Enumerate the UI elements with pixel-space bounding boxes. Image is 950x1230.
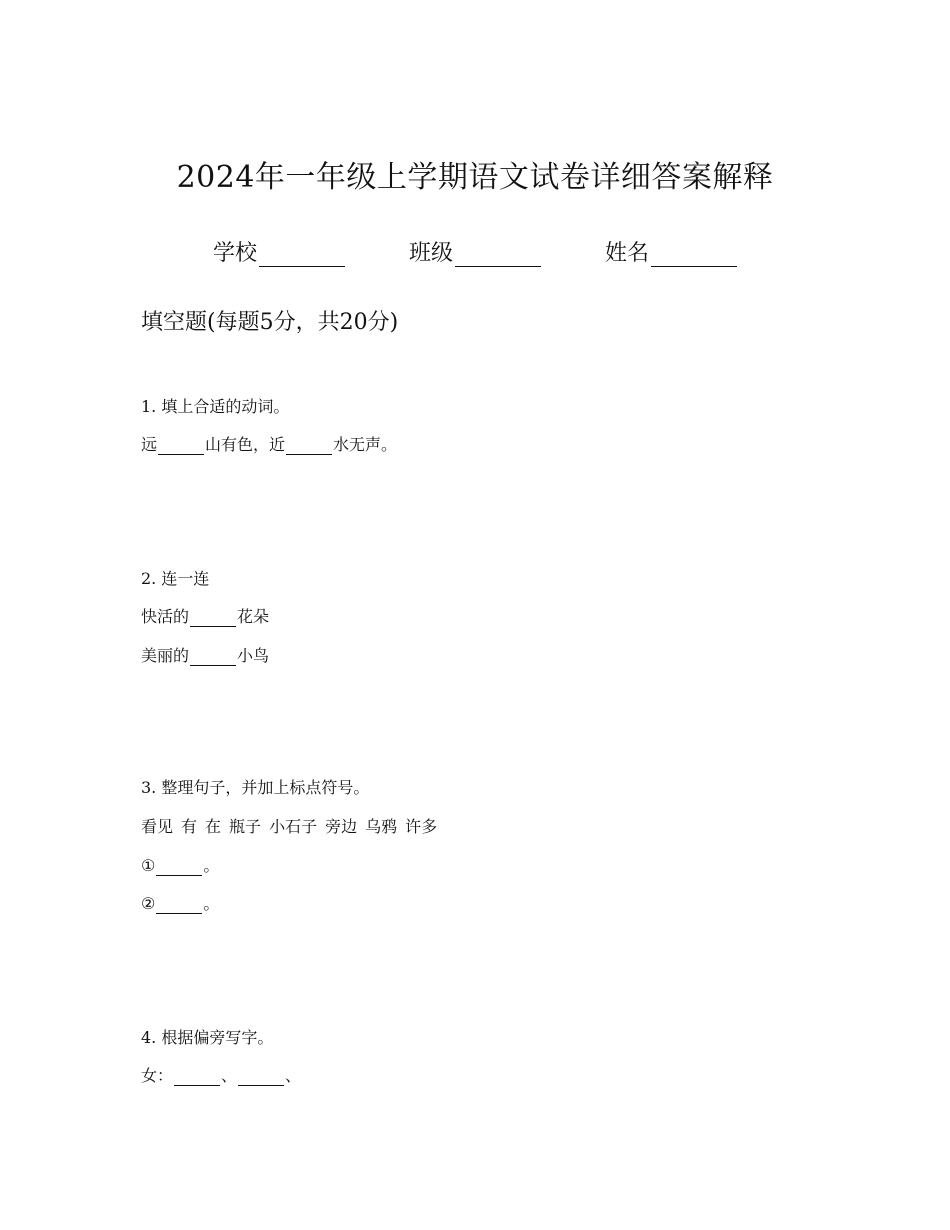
q4-label: 女：: [141, 1066, 174, 1085]
name-label: 姓名: [605, 241, 650, 266]
q1-part2: 山有色，近: [205, 435, 286, 454]
q3-word: 许多: [405, 817, 438, 836]
school-label: 学校: [212, 241, 257, 266]
q3-word: 旁边: [325, 817, 358, 836]
class-blank[interactable]: [455, 244, 541, 267]
q1-prompt: 1. 填上合适的动词。: [141, 397, 290, 416]
q3-answer-2: [141, 891, 219, 914]
q4-sep-2: 、: [285, 1066, 302, 1085]
q2-row1-right: 花朵: [237, 607, 270, 626]
name-blank[interactable]: [651, 244, 737, 267]
q1-blank-1[interactable]: [158, 438, 204, 455]
q3-end-mark-2: 。: [203, 894, 220, 913]
q3-word: 乌鸦: [365, 817, 398, 836]
q3-blank-2[interactable]: [156, 897, 202, 914]
q2-row-1: [141, 604, 269, 627]
class-label: 班级: [408, 241, 453, 266]
q4-prompt: 4. 根据偏旁写字。: [141, 1028, 274, 1047]
q3-word: 有: [181, 817, 198, 836]
q3-marker-1: ①: [141, 856, 156, 875]
page-title: 2024年一年级上学期语文试卷详细答案解释: [176, 160, 774, 195]
q3-word: 看见: [141, 817, 174, 836]
school-field[interactable]: [213, 236, 345, 267]
section-title: 填空题(每题5分，共20分): [141, 310, 399, 335]
q3-blank-1[interactable]: [156, 859, 202, 876]
q3-answer-1: [141, 853, 219, 876]
name-field[interactable]: [605, 236, 737, 267]
q3-prompt: 3. 整理句子，并加上标点符号。: [141, 778, 370, 797]
q3-word: 瓶子: [229, 817, 262, 836]
q1-blank-2[interactable]: [286, 438, 332, 455]
q4-blank-2[interactable]: [238, 1069, 284, 1086]
q4-blank-1[interactable]: [174, 1069, 220, 1086]
q2-prompt: 2. 连一连: [141, 569, 210, 588]
q3-end-mark-1: 。: [203, 856, 220, 875]
q3-word: 小石子: [269, 817, 318, 836]
q3-word: 在: [205, 817, 222, 836]
q1-part3: 水无声。: [333, 435, 398, 454]
q3-marker-2: ②: [141, 894, 156, 913]
student-info-row: [0, 236, 950, 267]
q1-sentence: [141, 432, 397, 455]
q2-row-2: [141, 643, 269, 666]
q4-answer-row: [141, 1063, 301, 1086]
q4-sep-1: 、: [221, 1066, 238, 1085]
q2-row2-right: 小鸟: [237, 646, 270, 665]
q1-part1: 远: [141, 435, 158, 454]
q3-word-list: [141, 814, 445, 837]
q2-connect-line-1[interactable]: [190, 610, 236, 627]
q2-row1-left: 快活的: [141, 607, 190, 626]
school-blank[interactable]: [259, 244, 345, 267]
q2-connect-line-2[interactable]: [190, 649, 236, 666]
class-field[interactable]: [409, 236, 541, 267]
q2-row2-left: 美丽的: [141, 646, 190, 665]
